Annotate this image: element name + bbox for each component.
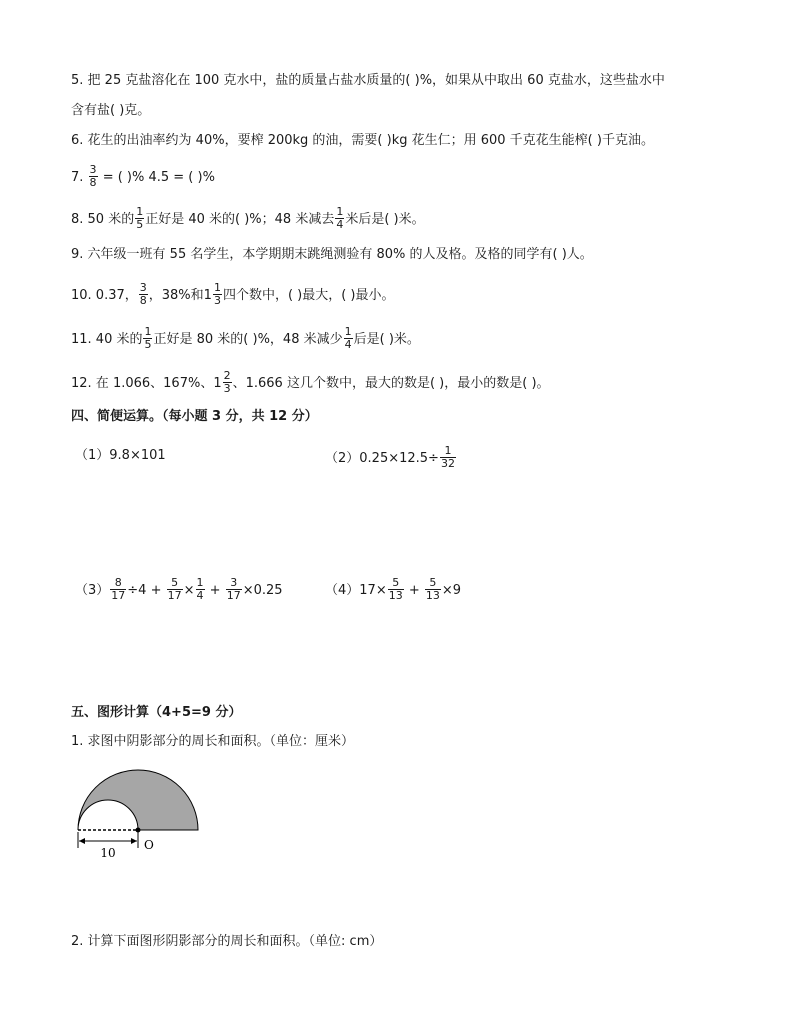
q8-fraction-2	[335, 206, 344, 231]
problem-1: （1）9.8×101	[75, 448, 166, 463]
p4-b-den: 13	[425, 589, 440, 602]
p3-c-den: 4	[196, 589, 204, 602]
question-10	[71, 283, 395, 308]
problem-2	[325, 446, 457, 471]
q12-part1: 12. 在 1.066、167%、	[71, 376, 214, 391]
p3-d-num: 3	[226, 577, 242, 590]
question-5-line-1: 5. 把 25 克盐溶化在 100 克水中，盐的质量占盐水质量的( )%，如果从中取出 60 克盐水，这些盐水中	[71, 73, 665, 88]
section-5-question-2: 2. 计算下面图形阴影部分的周长和面积。（单位: cm）	[71, 934, 383, 949]
p2-frac-den: 32	[440, 457, 455, 470]
q7-text: = ( )% 4.5 = ( )%	[102, 170, 215, 185]
q10-frac2-num: 1	[213, 281, 221, 294]
q10-frac2-den: 3	[213, 294, 221, 307]
question-12	[71, 371, 550, 396]
p4-label: （4）17×	[325, 583, 387, 598]
q12-part2: 、1.666 这几个数中，最大的数是( )，最小的数是( )。	[232, 376, 550, 391]
p3-op4: ×0.25	[242, 583, 283, 598]
q8-fraction-1	[135, 206, 144, 231]
p4-fraction-a	[388, 577, 404, 602]
q7-fraction	[89, 164, 98, 189]
q8-part3: 米后是( )米。	[345, 212, 425, 227]
q12-frac-den: 3	[223, 382, 231, 395]
question-6: 6. 花生的出油率约为 40%，要榨 200kg 的油，需要( )kg 花生仁；用 600 千克花生能榨( )千克油。	[71, 133, 654, 148]
q12-frac-num: 2	[223, 369, 231, 382]
q10-part1: 10. 0.37，	[71, 288, 138, 303]
question-7	[71, 165, 215, 190]
semicircle-figure	[70, 762, 210, 860]
arrow-left-icon	[79, 838, 85, 844]
p2-label: （2）0.25×12.5÷	[325, 451, 439, 466]
q8-frac1-den: 5	[136, 218, 144, 231]
q10-mixed-whole: 1	[203, 288, 212, 303]
q8-part1: 8. 50 米的	[71, 212, 135, 227]
p3-op2: ×	[183, 583, 195, 598]
p4-fraction-b	[425, 577, 441, 602]
p3-label: （3）	[75, 583, 110, 598]
q12-fraction	[223, 370, 232, 395]
center-label: O	[144, 838, 154, 852]
p3-d-den: 17	[226, 589, 241, 602]
q10-part2: ，38%和	[148, 288, 204, 303]
question-5-line-2: 含有盐( )克。	[71, 103, 151, 118]
arrow-right-icon	[131, 838, 137, 844]
question-9: 9. 六年级一班有 55 名学生，本学期期末跳绳测验有 80% 的人及格。及格的同学有( )人。	[71, 247, 593, 262]
p3-a-num: 8	[110, 577, 126, 590]
p4-b-num: 5	[425, 577, 441, 590]
q11-part2: 正好是 80 米的( )%，48 米减少	[153, 332, 343, 347]
section-4-heading: 四、简便运算。（每小题 3 分，共 12 分）	[71, 409, 318, 424]
p2-fraction	[440, 445, 456, 470]
q7-frac-den: 8	[89, 176, 97, 189]
p3-fraction-d	[226, 577, 242, 602]
section-5-question-1: 1. 求图中阴影部分的周长和面积。（单位：厘米）	[71, 734, 355, 749]
q11-frac2-num: 1	[344, 325, 352, 338]
q7-frac-num: 3	[89, 163, 97, 176]
q8-frac2-den: 4	[336, 218, 344, 231]
problem-3	[75, 578, 283, 603]
q11-part3: 后是( )米。	[353, 332, 420, 347]
question-8	[71, 207, 425, 232]
q11-frac1-num: 1	[144, 325, 152, 338]
q11-frac2-den: 4	[344, 338, 352, 351]
p4-a-den: 13	[388, 589, 403, 602]
p3-b-den: 17	[167, 589, 182, 602]
p3-b-num: 5	[167, 577, 183, 590]
p3-a-den: 17	[111, 589, 126, 602]
center-point	[136, 828, 141, 833]
p3-c-num: 1	[196, 576, 204, 589]
question-11	[71, 327, 420, 352]
p3-op3: +	[209, 583, 221, 598]
q11-fraction-1	[143, 326, 152, 351]
p3-fraction-b	[167, 577, 183, 602]
q8-part2: 正好是 40 米的( )%；48 米减去	[145, 212, 335, 227]
problem-4	[325, 578, 461, 603]
q7-label: 7.	[71, 170, 84, 185]
shaded-region	[78, 770, 198, 830]
p4-op2: ×9	[441, 583, 462, 598]
p3-op1: ÷4 +	[127, 583, 162, 598]
q10-fraction-1	[139, 282, 148, 307]
q10-part3: 四个数中，( )最大，( )最小。	[222, 288, 395, 303]
p3-fraction-c	[196, 577, 205, 602]
q12-mixed-whole: 1	[213, 376, 222, 391]
p4-a-num: 5	[388, 577, 404, 590]
q11-part1: 11. 40 米的	[71, 332, 143, 347]
section-5-heading: 五、图形计算（4+5=9 分）	[71, 705, 242, 720]
q10-fraction-2	[213, 282, 222, 307]
q10-frac1-den: 8	[139, 294, 147, 307]
q10-frac1-num: 3	[139, 281, 147, 294]
p2-frac-num: 1	[440, 445, 456, 458]
q8-frac2-num: 1	[336, 205, 344, 218]
q11-fraction-2	[344, 326, 353, 351]
p3-fraction-a	[110, 577, 126, 602]
q11-frac1-den: 5	[144, 338, 152, 351]
dimension-label: 10	[100, 846, 116, 860]
q8-frac1-num: 1	[136, 205, 144, 218]
p4-op1: +	[408, 583, 420, 598]
